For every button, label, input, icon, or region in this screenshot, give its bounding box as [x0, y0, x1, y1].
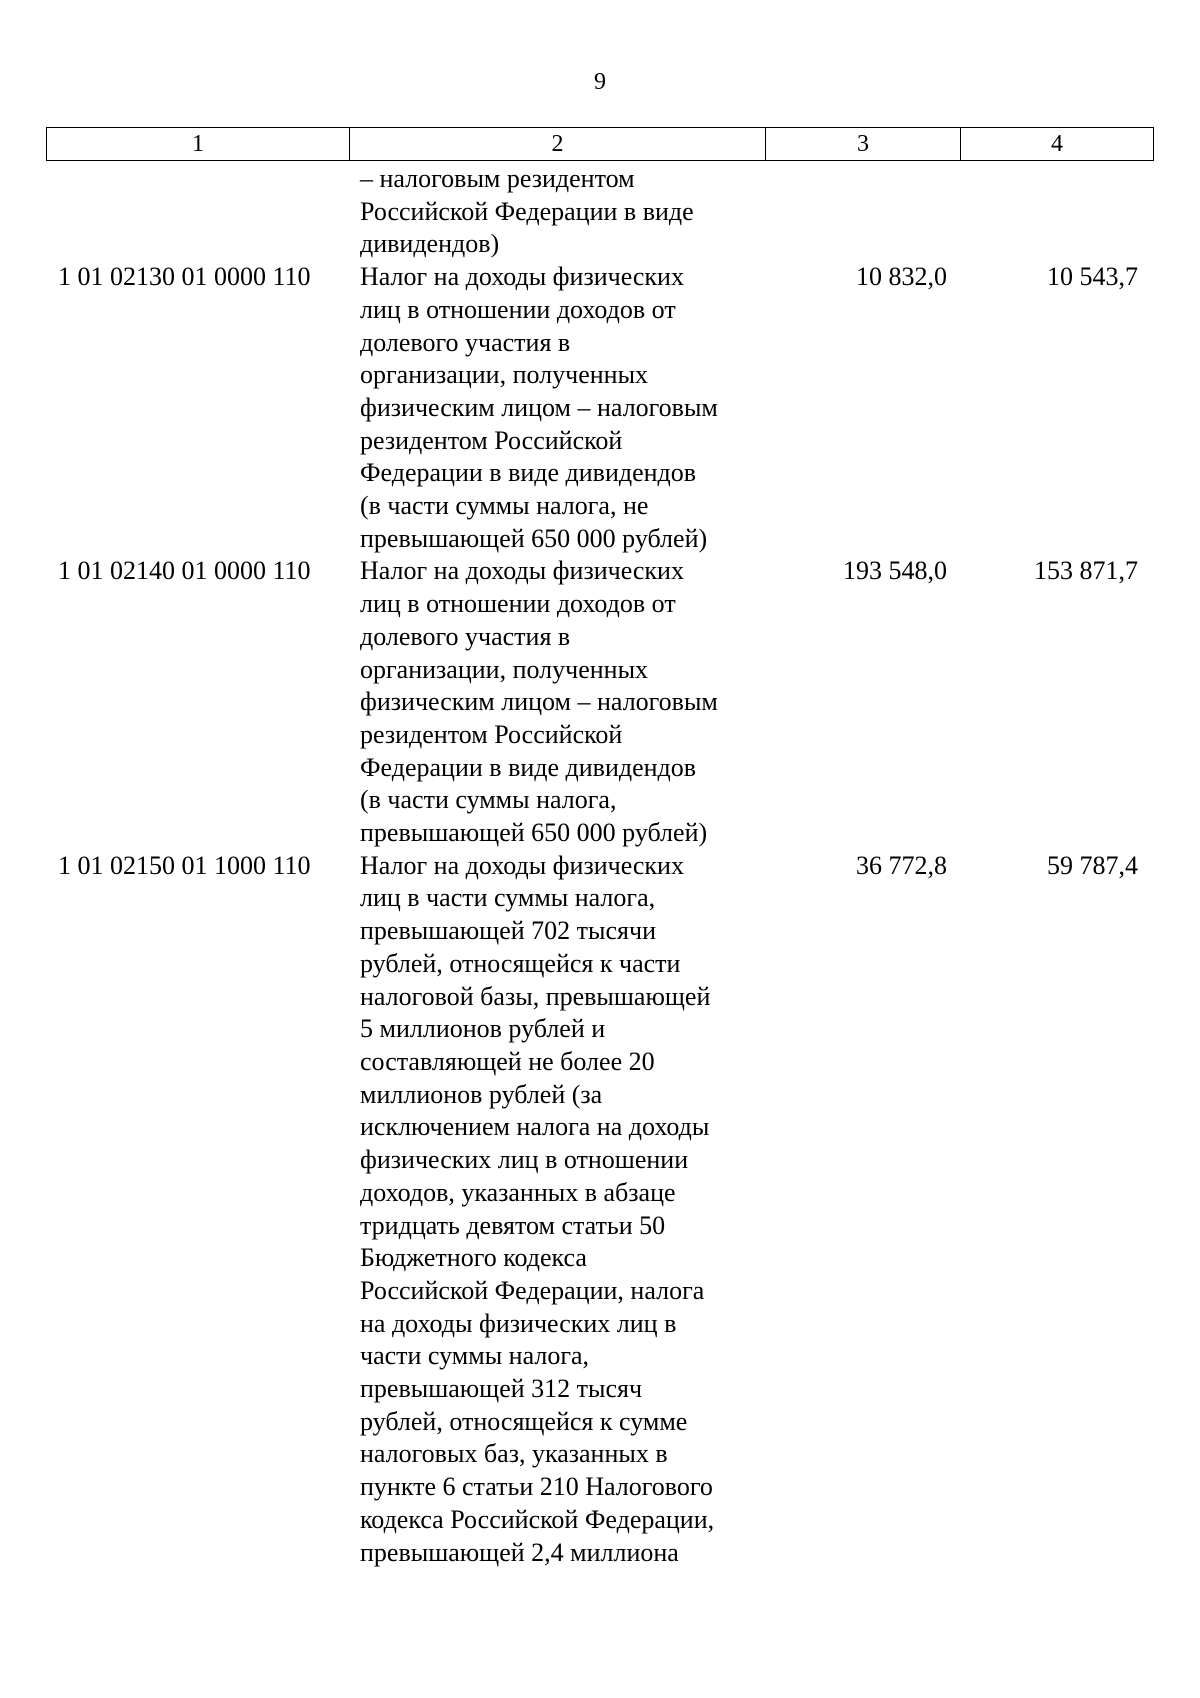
code-cell: 1 01 02140 01 0000 110: [58, 556, 311, 586]
header-col-1: 1: [47, 128, 350, 161]
table-header: [46, 127, 1154, 161]
description-cell: Налог на доходы физических лиц в отношении доходов от долевого участия в организации, полученных физическим лицом – налоговым резидентом Российской Федерации в виде дивидендов (в части суммы налога, превышающей 650 000 рублей): [360, 556, 718, 848]
value-3-cell: 10 832,0: [856, 262, 947, 292]
continuation-row: [46, 163, 1150, 261]
code-cell: 1 01 02150 01 1000 110: [58, 850, 311, 880]
value-4-cell: 153 871,7: [1034, 556, 1138, 586]
page-number: 9: [594, 69, 606, 95]
table-row: [46, 850, 1150, 1569]
table-row: [46, 555, 1150, 849]
description-cell: Налог на доходы физических лиц в части суммы налога, превышающей 702 тысячи рублей, относящейся к части налоговой базы, превышающей 5 миллионов рублей и составляющей не более 20 миллионов рублей (за исключением налога на доходы физических лиц в отношении доходов, указанных в абзаце тридцать девятом статьи 50 Бюджетного кодекса Российской Федерации, налога на доходы физических лиц в части суммы налога, превышающей 312 тысяч рублей, относящейся к сумме налоговых баз, указанных в пункте 6 статьи 210 Налогового кодекса Российской Федерации, превышающей 2,4 миллиона: [360, 850, 715, 1567]
header-col-4: 4: [961, 128, 1154, 161]
code-cell: 1 01 02130 01 0000 110: [58, 262, 311, 292]
header-col-3: 3: [766, 128, 961, 161]
description-cell: – налоговым резидентом Российской Федерации в виде дивидендов): [360, 164, 694, 259]
header-col-2: 2: [350, 128, 766, 161]
value-3-cell: 193 548,0: [843, 556, 947, 586]
value-3-cell: 36 772,8: [856, 850, 947, 880]
description-cell: Налог на доходы физических лиц в отношении доходов от долевого участия в организации, полученных физическим лицом – налоговым резидентом Российской Федерации в виде дивидендов (в части суммы налога, не превышающей 650 000 рублей): [360, 262, 718, 553]
header-row: [47, 128, 1154, 161]
table-row: [46, 261, 1150, 555]
table-body: [46, 163, 1150, 1569]
value-4-cell: 10 543,7: [1047, 262, 1138, 292]
value-4-cell: 59 787,4: [1047, 850, 1138, 880]
